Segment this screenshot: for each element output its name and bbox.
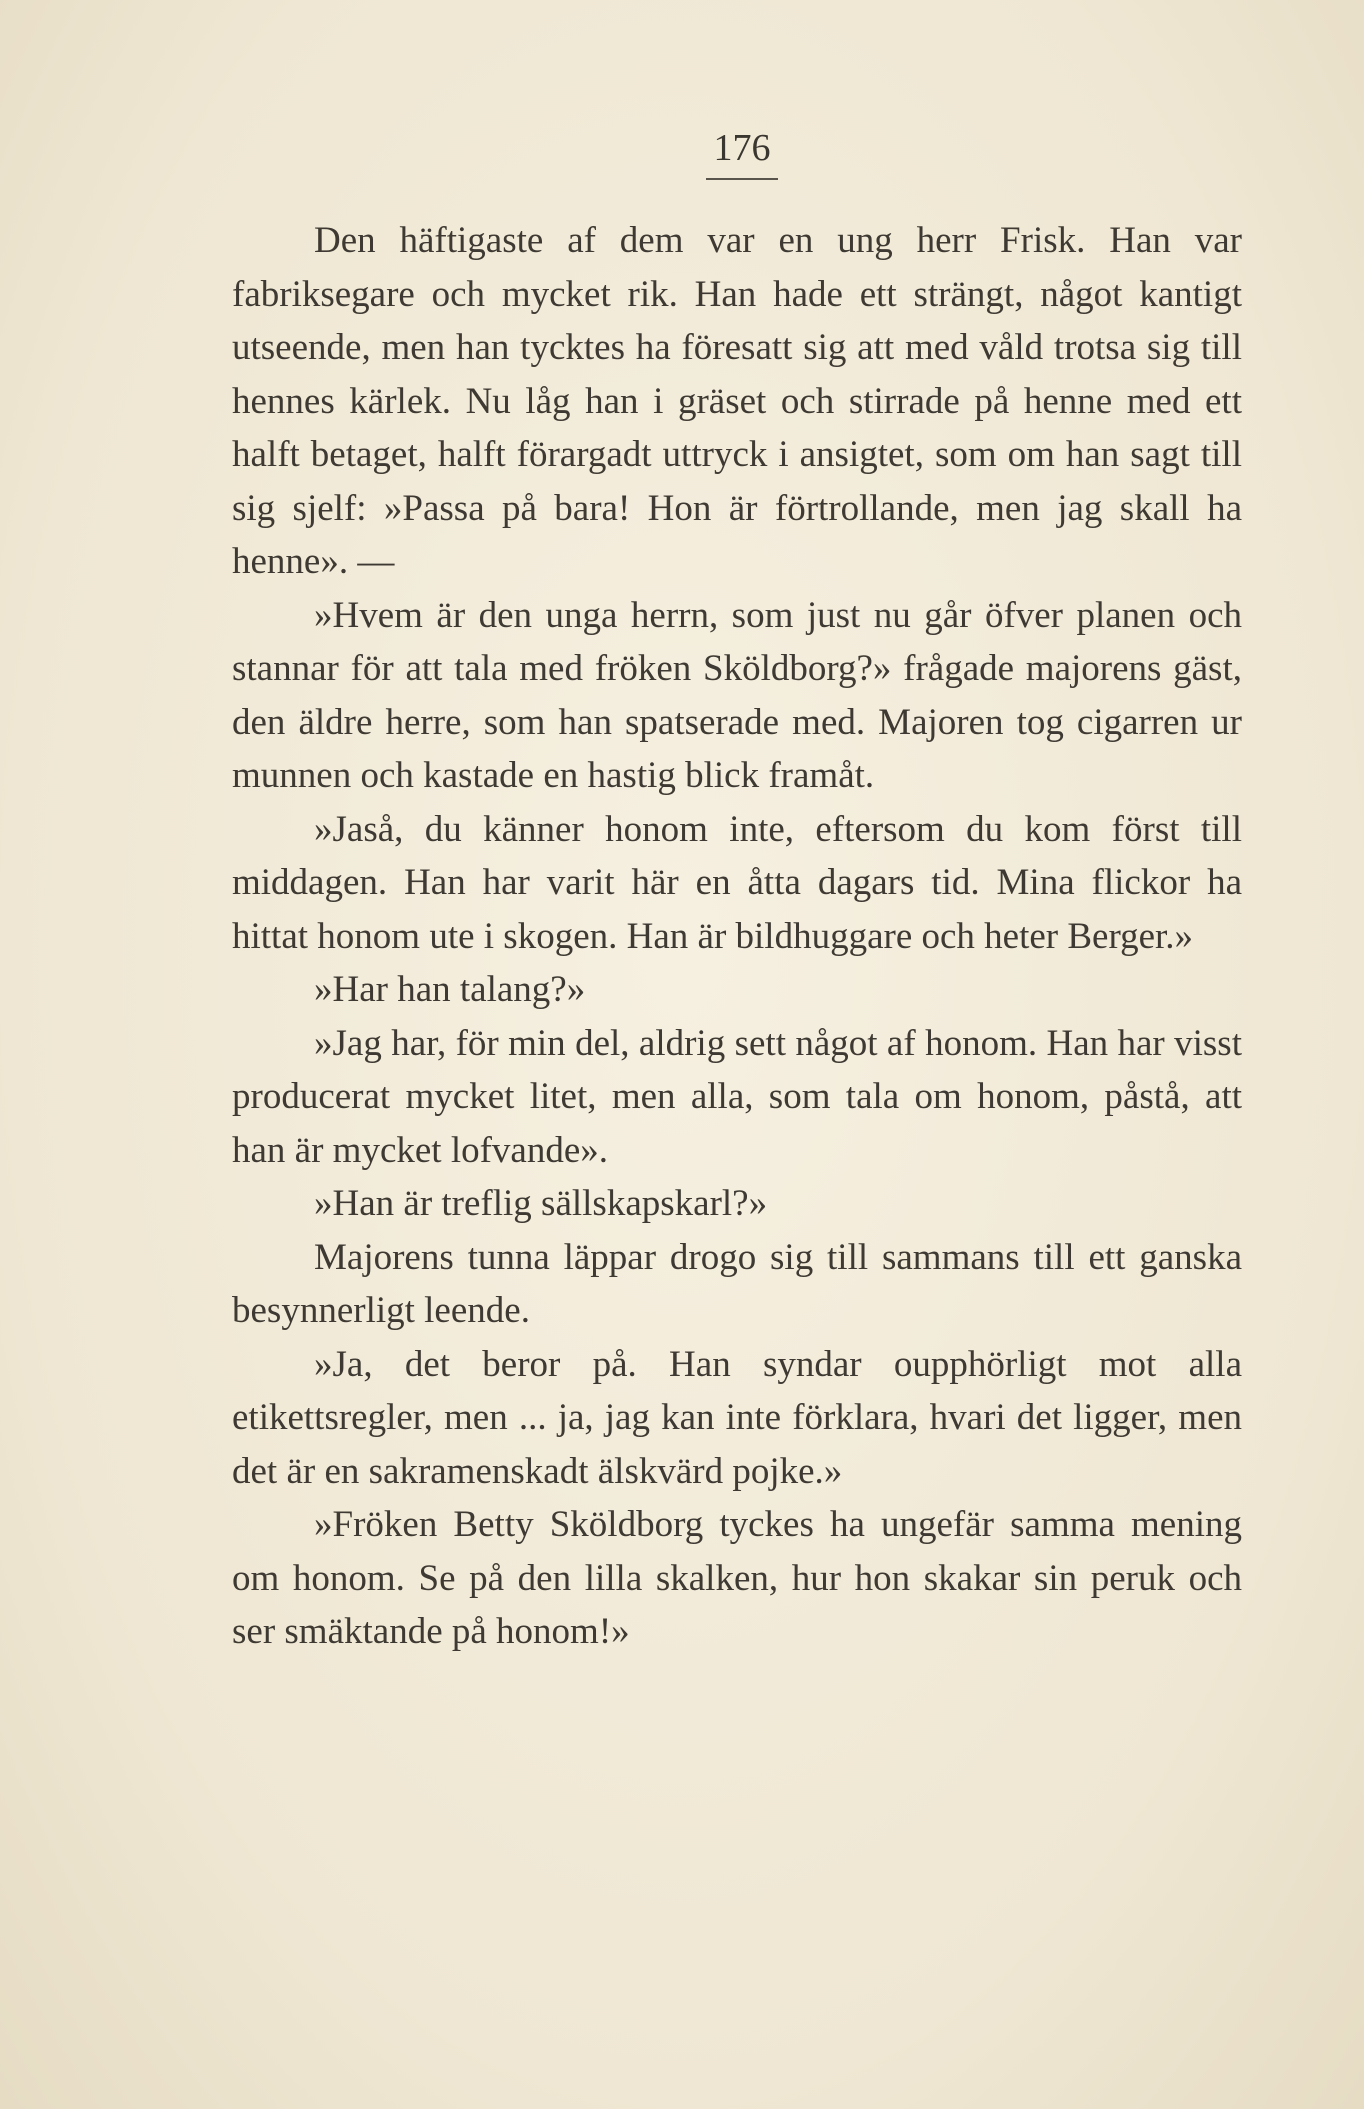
paragraph: »Han är treflig sällskapskarl?»: [314, 1183, 768, 1224]
paragraph: Majorens tunna läppar drogo sig till sammans till ett ganska besynnerligt leende.: [232, 1236, 1242, 1331]
paragraph: »Fröken Betty Sköldborg tyckes ha ungefär samma mening om honom. Se på den lilla skalken, hur hon skakar sin peruk och ser smäktande på honom!»: [232, 1504, 1242, 1652]
paragraph: »Har han talang?»: [314, 969, 586, 1010]
paragraph: »Jaså, du känner honom inte, eftersom du kom först till middagen. Han har varit här en åtta dagars tid. Mina flickor ha hittat honom ute i skogen. Han är bildhuggare och heter Berger.»: [232, 808, 1242, 957]
page-number: 176: [713, 127, 771, 169]
paragraph: Den häftigaste af dem var en ung herr Frisk. Han var fabriksegare och mycket rik. Han hade ett strängt, något kantigt utseende, men han tycktes ha föresatt sig att med våld trotsa sig till hennes kärlek. Nu låg han i gräset och stirrade på henne med ett halft betaget, halft förargadt uttryck i ansigtet, som om han sagt till sig sjelf: »Passa på bara! Hon är förtrollande, men jag skall ha henne». —: [232, 220, 1242, 582]
paragraph: »Jag har, för min del, aldrig sett något af honom. Han har visst producerat mycket litet, men alla, som tala om honom, påstå, att han är mycket lofvande».: [232, 1022, 1242, 1171]
paragraph: »Hvem är den unga herrn, som just nu går öfver planen och stannar för att tala med fröken Sköldborg?» frågade majorens gäst, den äldre herre, som han spatserade med. Majoren tog cigarren ur munnen och kastade en hastig blick framåt.: [232, 594, 1242, 796]
paragraph: »Ja, det beror på. Han syndar oupphörligt mot alla etikettsregler, men ... ja, jag kan inte förklara, hvari det ligger, men det är en sakramenskadt älskvärd pojke.»: [232, 1343, 1242, 1492]
page-number-rule: [706, 178, 778, 180]
body-text: [232, 214, 1242, 1659]
